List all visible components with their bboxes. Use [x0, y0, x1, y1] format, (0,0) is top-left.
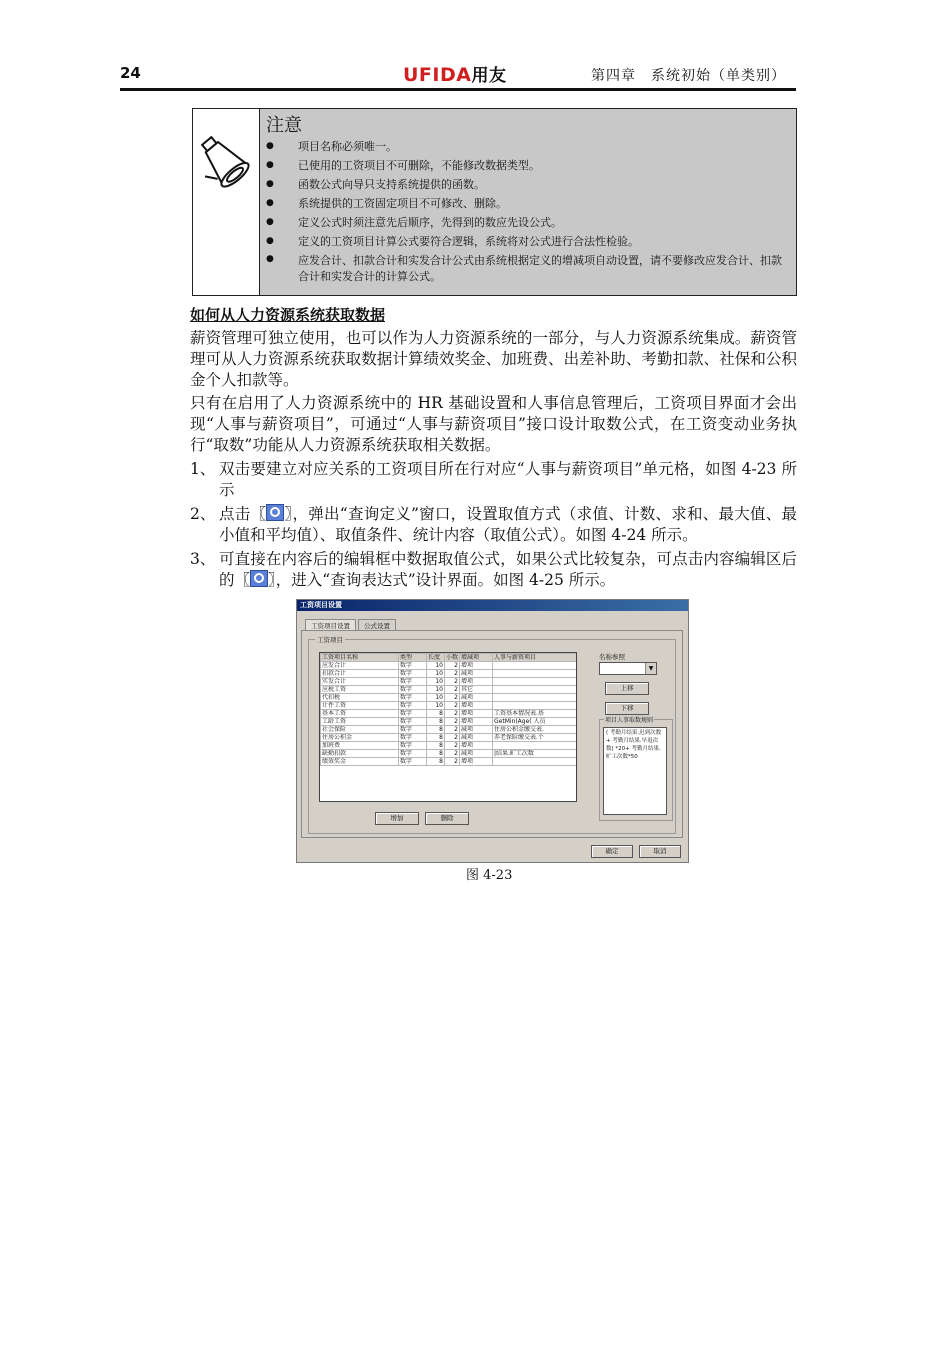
table-cell[interactable]: 加班费 [321, 742, 399, 750]
page-number: 24 [120, 64, 141, 82]
dialog-title: 工资项目设置 [297, 600, 688, 611]
table-row[interactable] [321, 742, 577, 750]
table-cell[interactable]: 增项 [460, 758, 493, 766]
paragraph: 薪资管理可独立使用，也可以作为人力资源系统的一部分，与人力资源系统集成。薪资管理可从人力资源系统获取数据计算绩效奖金、加班费、出差补助、考勤扣款、社保和公积金个人扣款等。 [190, 329, 797, 389]
main-content [190, 305, 797, 591]
table-row[interactable] [321, 686, 577, 694]
table-row[interactable] [321, 694, 577, 702]
note-list [260, 137, 790, 285]
move-up-button[interactable]: 上移 [605, 682, 649, 695]
list-item: ● 项目名称必须唯一。 [260, 137, 790, 156]
delete-button[interactable]: 删除 [425, 812, 469, 825]
table-cell[interactable]: 2 [445, 686, 460, 694]
step-number: 2、 [190, 505, 216, 523]
name-ref-combo[interactable] [599, 662, 657, 675]
table-cell[interactable]: 数字 [399, 702, 427, 710]
table-row[interactable] [321, 758, 577, 766]
table-cell[interactable]: 数字 [399, 662, 427, 670]
table-cell[interactable]: 2 [445, 710, 460, 718]
chapter-title: 第四章 系统初始（单类别） [591, 68, 786, 84]
table-row[interactable] [321, 702, 577, 710]
table-cell[interactable]: 住房公积金缴交表. [493, 726, 577, 734]
column-header: 工资项目名称 [321, 654, 399, 662]
table-cell[interactable]: 减项 [460, 670, 493, 678]
search-icon [250, 570, 268, 587]
table-row[interactable] [321, 662, 577, 670]
table-cell[interactable]: 数字 [399, 686, 427, 694]
table-cell[interactable]: 其它 [460, 686, 493, 694]
step-text: 双击要建立对应关系的工资项目所在行对应“人事与薪资项目”单元格，如图 4-23 所示 [219, 460, 797, 499]
megaphone-icon [193, 109, 260, 295]
table-cell[interactable]: 8 [427, 750, 445, 758]
step-text: 点击〖 [219, 505, 267, 523]
table-cell[interactable]: 社会保险 [321, 726, 399, 734]
table-cell[interactable]: 2 [445, 750, 460, 758]
table-cell[interactable]: 减项 [460, 734, 493, 742]
table-cell[interactable]: 10 [427, 694, 445, 702]
list-item: ● 系统提供的工资固定项目不可修改、删除。 [260, 194, 790, 213]
table-cell[interactable]: 8 [427, 758, 445, 766]
move-down-button[interactable]: 下移 [605, 702, 649, 715]
table-cell[interactable]: 2 [445, 670, 460, 678]
list-item: ● 函数公式向导只支持系统提供的函数。 [260, 175, 790, 194]
search-icon [266, 504, 284, 521]
table-cell[interactable]: 8 [427, 742, 445, 750]
table-cell[interactable]: 数字 [399, 678, 427, 686]
figure-caption: 图 4-23 [466, 868, 513, 883]
cancel-button[interactable]: 取消 [639, 845, 681, 858]
step-number: 3、 [190, 550, 216, 568]
salary-items-group [308, 636, 676, 834]
step-text: 〗，弹出“查询定义”窗口，设置取值方式（求值、计数、求和、最大值、最小值和平均值）、取值条件、统计内容（取值公式）。如图 4-24 所示。 [219, 505, 797, 544]
name-ref-label: 名称参照 [599, 653, 625, 661]
tab-panel [301, 630, 683, 838]
column-header: 小数 [446, 654, 459, 661]
paragraph: 只有在启用了人力资源系统中的 HR 基础设置和人事信息管理后，工资项目界面才会出现“人事与薪资项目”，可通过“人事与薪资项目”接口设计取数公式，在工资变动业务执行“取数”功能从人力资源系统获取相关数据。 [190, 394, 797, 454]
step-number: 1、 [190, 460, 216, 478]
table-cell[interactable]: 缺勤扣款 [321, 750, 399, 758]
table-cell[interactable]: 8 [427, 718, 445, 726]
note-title: 注意 [266, 115, 302, 136]
table-cell[interactable] [493, 758, 577, 766]
table-row[interactable] [321, 726, 577, 734]
table-cell[interactable]: 数字 [399, 758, 427, 766]
table-cell[interactable] [493, 678, 577, 686]
table-cell[interactable]: 减项 [460, 726, 493, 734]
table-cell[interactable]: 2 [445, 726, 460, 734]
table-cell[interactable]: 扣款合计 [321, 670, 399, 678]
table-cell[interactable] [493, 662, 577, 670]
table-cell[interactable]: 10 [427, 702, 445, 710]
list-item: ● 定义公式时须注意先后顺序，先得到的数应先设公式。 [260, 213, 790, 232]
table-cell[interactable]: 10 [427, 670, 445, 678]
table-cell[interactable]: 2 [445, 758, 460, 766]
salary-items-table[interactable] [319, 652, 577, 802]
table-cell[interactable]: 应税工资 [321, 686, 399, 694]
ok-button[interactable]: 确定 [591, 845, 633, 858]
tab-item-settings[interactable]: 工资项目设置 [305, 619, 356, 631]
table-cell[interactable]: 增项 [460, 678, 493, 686]
salary-item-settings-dialog [296, 599, 689, 863]
table-cell[interactable]: 减项 [460, 694, 493, 702]
note-body [260, 109, 796, 295]
group-label: 工资项目 [317, 636, 343, 644]
table-cell[interactable] [493, 702, 577, 710]
table-cell[interactable]: 8 [427, 726, 445, 734]
step-text: 可直接在内容后的编辑框中数据取值公式，如果公式比较复杂，可点击内容编辑区后的〖 [219, 550, 797, 589]
table-cell[interactable]: 数字 [399, 742, 427, 750]
add-button[interactable]: 增加 [375, 812, 419, 825]
column-header: 人事与薪资项目 [493, 654, 577, 662]
column-header: 类型 [399, 654, 427, 662]
step-1 [190, 459, 797, 501]
table-cell[interactable]: 2 [445, 694, 460, 702]
tab-formula-settings[interactable]: 公式设置 [358, 619, 396, 631]
table-row[interactable] [321, 718, 577, 726]
table-cell[interactable]: 工资基本情况表.基 [493, 710, 577, 718]
logo-text-cn: 用友 [471, 66, 507, 86]
logo-text: UFIDA [403, 64, 472, 86]
table-cell[interactable]: 养老保险缴交表.个 [493, 734, 577, 742]
table-cell[interactable] [493, 694, 577, 702]
table-cell[interactable]: 数字 [399, 710, 427, 718]
table-row[interactable] [321, 734, 577, 742]
chevron-down-icon[interactable]: ▼ [645, 663, 656, 674]
list-item: ● 应发合计、扣款合计和实发合计公式由系统根据定义的增减项自动设置，请不要修改应发合计、扣款合计和实发合计的计算公式。 [260, 251, 790, 285]
table-cell[interactable]: 数字 [399, 670, 427, 678]
table-cell[interactable]: 10 [427, 686, 445, 694]
table-header-row [321, 654, 577, 662]
table-cell[interactable]: 2 [445, 662, 460, 670]
page-header [120, 64, 796, 91]
list-item: ● 定义的工资项目计算公式要符合逻辑，系统将对公式进行合法性检验。 [260, 232, 790, 251]
table-row[interactable] [321, 678, 577, 686]
table-cell[interactable]: 实发合计 [321, 678, 399, 686]
table-cell[interactable]: 增项 [460, 662, 493, 670]
table-row[interactable] [321, 670, 577, 678]
ufida-logo [403, 61, 506, 86]
table-cell[interactable]: 数字 [399, 726, 427, 734]
table-cell[interactable]: 增项 [460, 742, 493, 750]
table-cell[interactable]: 10 [427, 662, 445, 670]
section-title: 如何从人力资源系统获取数据 [190, 306, 386, 324]
hr-rule-textarea[interactable]: ( 考勤月结果.迟到次数+ 考勤月结果.早退次数) *20+ 考勤月结果.旷工次数*50 [603, 727, 667, 815]
table-cell[interactable]: 8 [427, 710, 445, 718]
hr-rule-label: 项目人事取数规则 [605, 717, 654, 724]
table-cell[interactable]: 基本工资 [321, 710, 399, 718]
column-header: 增减项 [460, 654, 493, 662]
table-cell[interactable]: 工龄工资 [321, 718, 399, 726]
table-row[interactable] [321, 710, 577, 718]
table-cell[interactable]: 数字 [399, 734, 427, 742]
table-row[interactable] [321, 750, 577, 758]
table-cell[interactable]: 数字 [399, 718, 427, 726]
step-3 [190, 549, 797, 591]
table-cell[interactable]: |结果.旷工次数 [493, 750, 577, 758]
table-cell[interactable]: 增项 [460, 718, 493, 726]
table-cell[interactable] [493, 670, 577, 678]
note-box [192, 108, 797, 296]
table-cell[interactable]: 数字 [399, 750, 427, 758]
table-cell[interactable]: 2 [445, 718, 460, 726]
table-cell[interactable]: GetMin(Age( 人员 [493, 718, 577, 726]
table-cell[interactable]: 代扣税 [321, 694, 399, 702]
table-cell[interactable]: 减项 [460, 750, 493, 758]
list-item: ● 已使用的工资项目不可删除，不能修改数据类型。 [260, 156, 790, 175]
table-cell[interactable]: 2 [445, 742, 460, 750]
table-cell[interactable] [493, 742, 577, 750]
table-cell[interactable]: 10 [427, 678, 445, 686]
column-header: 长度 [427, 654, 445, 662]
step-2 [190, 504, 797, 546]
table-cell[interactable]: 增项 [460, 710, 493, 718]
table-cell[interactable]: 绩效奖金 [321, 758, 399, 766]
table-cell[interactable]: 2 [445, 678, 460, 686]
table-cell[interactable]: 增项 [460, 702, 493, 710]
table-cell[interactable]: 数字 [399, 694, 427, 702]
step-text: 〗，进入“查询表达式”设计界面。如图 4-25 所示。 [268, 571, 616, 589]
table-cell[interactable]: 2 [445, 702, 460, 710]
table-cell[interactable]: 计件工资 [321, 702, 399, 710]
table-cell[interactable]: 住房公积金 [321, 734, 399, 742]
table-cell[interactable] [493, 686, 577, 694]
table-cell[interactable]: 应发合计 [321, 662, 399, 670]
hr-rule-group [599, 719, 673, 821]
table-cell[interactable]: 2 [445, 734, 460, 742]
table-cell[interactable]: 8 [427, 734, 445, 742]
